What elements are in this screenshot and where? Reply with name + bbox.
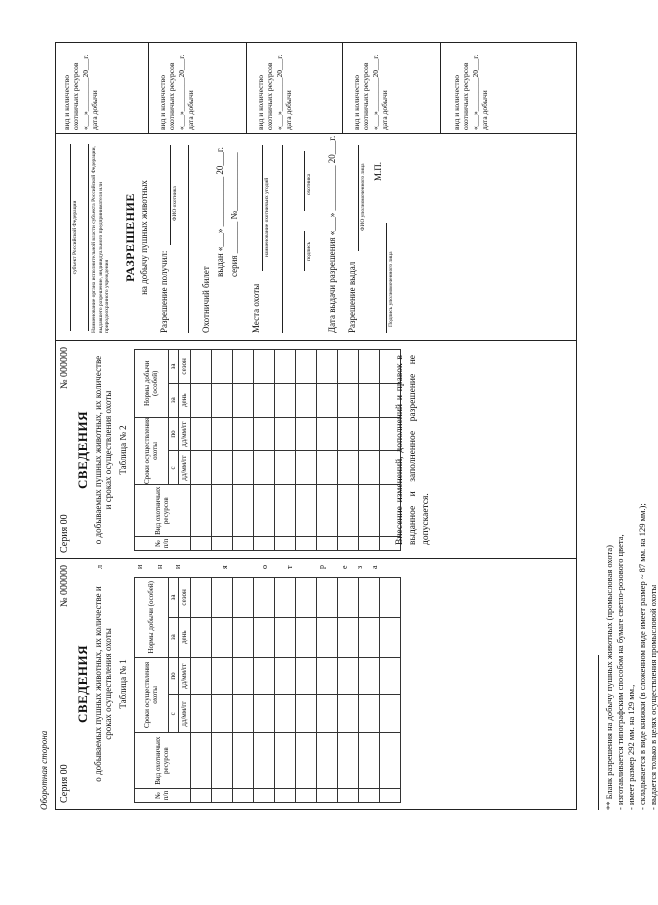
- footnote-line: - выдается только в целях осуществления промысловой охоты: [648, 584, 658, 810]
- table-row: [359, 350, 380, 551]
- table-cell[interactable]: [191, 417, 212, 451]
- table-cell[interactable]: [191, 451, 212, 485]
- t2-h-norms: Нормы добычи (особей): [135, 350, 169, 418]
- table-cell[interactable]: [338, 417, 359, 451]
- table-cell[interactable]: [212, 383, 233, 417]
- t1-title: СВЕДЕНИЯ: [75, 645, 90, 723]
- table-cell[interactable]: [275, 451, 296, 485]
- table-cell[interactable]: [212, 350, 233, 384]
- stub-line: охотничьих ресурсов: [265, 62, 275, 130]
- t1-grid: [134, 577, 401, 803]
- table-cell[interactable]: [275, 578, 296, 618]
- cut-letter: н: [155, 564, 164, 569]
- table-cell[interactable]: [359, 789, 380, 803]
- cut-letter: о: [260, 565, 269, 569]
- table-cell[interactable]: [338, 789, 359, 803]
- table-cell[interactable]: [212, 789, 233, 803]
- t1-h-terms: Сроки осуществления охоты: [135, 657, 169, 733]
- subject-line: [70, 144, 71, 331]
- t1-h-norms: Нормы добычи (особей): [135, 578, 169, 658]
- table-cell[interactable]: [317, 733, 338, 789]
- table-row: [212, 350, 233, 551]
- stub-block: [452, 55, 490, 130]
- table-row: [338, 350, 359, 551]
- authority-line: [88, 144, 89, 331]
- t2-h-per: за: [169, 383, 179, 417]
- table-cell[interactable]: [317, 485, 338, 537]
- panel-table-1: [56, 559, 578, 809]
- table-cell[interactable]: [191, 789, 212, 803]
- table-cell[interactable]: [296, 350, 317, 384]
- stub-line: вид и количество: [62, 75, 71, 130]
- subject-caption: субъект Российской Федерации: [72, 200, 78, 275]
- hunter-caption: охотника: [306, 173, 312, 195]
- table-row: [359, 578, 380, 803]
- table-cell[interactable]: [296, 617, 317, 657]
- table-cell[interactable]: [233, 350, 254, 384]
- table-cell[interactable]: [254, 657, 275, 695]
- table-cell[interactable]: [296, 733, 317, 789]
- stub-divider: [246, 43, 247, 134]
- t1-h-date-from: дд/мм/гг: [179, 695, 191, 733]
- stub-line: охотничьих ресурсов: [167, 62, 177, 130]
- table-cell[interactable]: [191, 537, 212, 551]
- t1-number: № 000000: [59, 565, 70, 608]
- table-cell[interactable]: [212, 485, 233, 537]
- t1-series: Серия 00: [59, 764, 70, 803]
- t2-h-to: по: [169, 417, 179, 451]
- sign-line: [304, 231, 305, 271]
- table-row: [275, 350, 296, 551]
- table-cell[interactable]: [191, 485, 212, 537]
- table-cell[interactable]: [233, 617, 254, 657]
- table-row: [380, 578, 401, 803]
- t1-h-date-to: дд/мм/гг: [179, 657, 191, 695]
- t1-h-from: с: [169, 695, 179, 733]
- table-cell[interactable]: [359, 578, 380, 618]
- stub-line: вид и количество: [158, 75, 167, 130]
- table-cell[interactable]: [191, 657, 212, 695]
- table-cell[interactable]: [317, 537, 338, 551]
- stub-line: вид и количество: [452, 75, 461, 130]
- table-row: [212, 578, 233, 803]
- table-cell[interactable]: [191, 695, 212, 733]
- cut-letter: р: [317, 565, 326, 569]
- place-label: Места охоты: [251, 283, 261, 333]
- t1-subtitle: о добываемых пушных животных, их количестве и сроках осуществления охоты: [93, 586, 114, 782]
- table-cell[interactable]: [296, 383, 317, 417]
- permit-subtitle: на добычу пушных животных: [139, 180, 149, 295]
- table-cell[interactable]: [296, 417, 317, 451]
- ticket-label: Охотничий билет: [201, 266, 211, 333]
- form-frame: [55, 42, 577, 810]
- table-cell[interactable]: [359, 733, 380, 789]
- stub-divider: [440, 43, 441, 134]
- stub-block: [256, 55, 294, 130]
- table-cell[interactable]: [254, 537, 275, 551]
- table-cell[interactable]: [233, 537, 254, 551]
- table-cell[interactable]: [359, 657, 380, 695]
- table-cell[interactable]: [359, 350, 380, 384]
- table-row: [233, 350, 254, 551]
- table-cell[interactable]: [212, 417, 233, 451]
- table-cell[interactable]: [212, 578, 233, 618]
- t2-h-date-from: дд/мм/гг: [179, 451, 191, 485]
- table-cell[interactable]: [233, 657, 254, 695]
- table-cell[interactable]: [191, 733, 212, 789]
- stub-divider: [342, 43, 343, 134]
- table-cell[interactable]: [233, 383, 254, 417]
- table-cell[interactable]: [317, 578, 338, 618]
- received-line-2: [188, 145, 189, 333]
- table-cell[interactable]: [212, 451, 233, 485]
- t1-h-day: день: [179, 617, 191, 657]
- table-cell[interactable]: [275, 657, 296, 695]
- t2-h-num: № п/п: [135, 537, 191, 551]
- table-cell[interactable]: [317, 383, 338, 417]
- table-cell[interactable]: [380, 657, 401, 695]
- table-cell[interactable]: [317, 617, 338, 657]
- table-cell[interactable]: [317, 657, 338, 695]
- stub-block: [62, 55, 100, 130]
- permit-title: РАЗРЕШЕНИЕ: [123, 193, 137, 282]
- t2-h-day: день: [179, 383, 191, 417]
- table-cell[interactable]: [275, 485, 296, 537]
- table-cell[interactable]: [191, 350, 212, 384]
- table-cell[interactable]: [338, 695, 359, 733]
- cut-letter: л: [95, 565, 104, 569]
- cut-letter: и: [135, 564, 144, 569]
- table-cell[interactable]: [338, 617, 359, 657]
- table-cell[interactable]: [296, 537, 317, 551]
- signature-caption: подпись: [306, 241, 312, 261]
- t1-table-label: Таблица № 1: [118, 659, 128, 709]
- changes-note: Внесение изменений, дополнений и правок в выданное и заполненное разрешение не допускается.: [395, 355, 431, 545]
- cut-letter: и: [173, 564, 182, 569]
- table-cell[interactable]: [254, 451, 275, 485]
- t2-subtitle: о добываемых пушных животных, их количестве и сроках осуществления охоты: [93, 355, 114, 545]
- stub-line: дата добычи: [480, 90, 490, 130]
- stub-block: [352, 55, 390, 130]
- t1-h-season: сезон: [179, 578, 191, 618]
- table-row: [317, 350, 338, 551]
- table-cell[interactable]: [254, 733, 275, 789]
- table-row: [296, 578, 317, 803]
- t2-h-from: с: [169, 451, 179, 485]
- grounds-caption: наименование охотничьих угодий: [264, 177, 270, 257]
- table-cell[interactable]: [254, 617, 275, 657]
- table-cell[interactable]: [275, 417, 296, 451]
- table-cell[interactable]: [338, 350, 359, 384]
- table-cell[interactable]: [338, 451, 359, 485]
- table-cell[interactable]: [275, 350, 296, 384]
- table-cell[interactable]: [380, 578, 401, 618]
- table-cell[interactable]: [359, 537, 380, 551]
- table-cell[interactable]: [359, 383, 380, 417]
- table-cell[interactable]: [254, 695, 275, 733]
- table-cell[interactable]: [254, 485, 275, 537]
- table-row: [296, 350, 317, 551]
- t1-h-to: по: [169, 657, 179, 695]
- ticket-series: серия _______ №_____________: [229, 152, 239, 277]
- authority-caption: Наименование органа исполнительной власти субъекта Российской Федерации, выдавшего разрешение, индивидуального предпринимателя или природоохранного учреждения: [91, 146, 111, 333]
- table-cell[interactable]: [359, 695, 380, 733]
- panel-permit: [56, 134, 578, 341]
- issued-by-line: [358, 145, 359, 251]
- stub-line: дата добычи: [90, 90, 100, 130]
- stub-line: дата добычи: [284, 90, 294, 130]
- stub-divider: [148, 43, 149, 134]
- issue-date: Дата выдачи разрешения «___» __________ 20___г.: [327, 135, 337, 333]
- stub-line: охотничьих ресурсов: [461, 62, 471, 130]
- table-row: [254, 350, 275, 551]
- t2-h-terms: Сроки осуществления охоты: [135, 417, 169, 485]
- table-cell[interactable]: [338, 537, 359, 551]
- table-cell[interactable]: [296, 485, 317, 537]
- cut-letter: т: [285, 565, 294, 569]
- table-row: [233, 578, 254, 803]
- t1-h-per: за: [169, 617, 179, 657]
- table-cell[interactable]: [296, 695, 317, 733]
- table-cell[interactable]: [275, 383, 296, 417]
- table-cell[interactable]: [380, 617, 401, 657]
- table-cell[interactable]: [317, 695, 338, 733]
- t1-h-num: № п/п: [135, 789, 191, 803]
- footnote-line: - изготавливается типографским способом на бумаге светло-розового цвета,: [615, 534, 625, 810]
- table-cell[interactable]: [212, 537, 233, 551]
- stub-line: «___»_________20___г.: [370, 54, 380, 130]
- stub-line: «___»_________20___г.: [470, 54, 480, 130]
- table-cell[interactable]: [254, 578, 275, 618]
- stub-line: охотничьих ресурсов: [361, 62, 371, 130]
- table-cell[interactable]: [317, 789, 338, 803]
- table-row: [275, 578, 296, 803]
- table-cell[interactable]: [233, 733, 254, 789]
- table-cell[interactable]: [254, 789, 275, 803]
- stub-line: «___»_________20___г.: [80, 54, 90, 130]
- table-cell[interactable]: [359, 485, 380, 537]
- received-line: [170, 145, 171, 245]
- table-cell[interactable]: [254, 417, 275, 451]
- table-cell[interactable]: [254, 350, 275, 384]
- table-cell[interactable]: [296, 789, 317, 803]
- panel-table-2: [56, 341, 578, 559]
- table-row: [191, 578, 212, 803]
- table-cell[interactable]: [275, 695, 296, 733]
- table-cell[interactable]: [296, 451, 317, 485]
- table-cell[interactable]: [191, 578, 212, 618]
- table-cell[interactable]: [359, 451, 380, 485]
- ticket-issued: выдан «___» ___________ 20___г.: [215, 147, 225, 277]
- table-cell[interactable]: [338, 657, 359, 695]
- table-cell[interactable]: [233, 451, 254, 485]
- cut-letter: я: [220, 565, 229, 569]
- table-row: [191, 350, 212, 551]
- table-cell[interactable]: [317, 417, 338, 451]
- table-cell[interactable]: [317, 350, 338, 384]
- sign-authorized-caption: Подпись уполномоченного лица: [388, 251, 394, 327]
- table-cell[interactable]: [212, 617, 233, 657]
- table-cell[interactable]: [296, 657, 317, 695]
- received-label: Разрешение получил:: [159, 250, 169, 333]
- stub-line: дата добычи: [380, 90, 390, 130]
- reverse-side-label: Оборотная сторона: [39, 730, 49, 810]
- stub-line: «___»_________20___г.: [176, 54, 186, 130]
- stub-line: дата добычи: [186, 90, 196, 130]
- table-cell[interactable]: [233, 695, 254, 733]
- stamp-mark: М.П.: [373, 161, 383, 181]
- table-cell[interactable]: [233, 789, 254, 803]
- table-cell[interactable]: [191, 383, 212, 417]
- table-cell[interactable]: [380, 733, 401, 789]
- table-cell[interactable]: [359, 617, 380, 657]
- table-cell[interactable]: [359, 417, 380, 451]
- sign-authorized-line: [386, 223, 387, 333]
- t1-h-per2: за: [169, 578, 179, 618]
- table-row: [317, 578, 338, 803]
- footnote-line: ** Бланк разрешения на добычу пушных животных (промысловая охота): [604, 545, 614, 810]
- cut-letter: а: [370, 565, 379, 569]
- t1-h-species: Вид охотничьих ресурсов: [135, 733, 191, 789]
- table-row: [254, 578, 275, 803]
- t2-series: Серия 00: [59, 514, 70, 553]
- table-cell[interactable]: [212, 657, 233, 695]
- table-cell[interactable]: [338, 578, 359, 618]
- t2-table-label: Таблица № 2: [118, 425, 128, 475]
- t2-grid: [134, 349, 401, 551]
- stub-line: вид и количество: [352, 75, 361, 130]
- footnote-rule: [598, 655, 599, 810]
- place-line: [262, 145, 263, 271]
- table-cell[interactable]: [212, 695, 233, 733]
- t1-body: [191, 578, 401, 803]
- table-cell[interactable]: [212, 733, 233, 789]
- cut-letter: е: [340, 565, 349, 569]
- stub-line: «___»_________20___г.: [274, 54, 284, 130]
- footnote-line: - имеет размер 292 мм. на 129 мм.,: [626, 684, 636, 810]
- fio-hunter-caption: ФИО охотника: [172, 186, 178, 221]
- table-cell[interactable]: [233, 578, 254, 618]
- table-row: [338, 578, 359, 803]
- issued-by-label: Разрешение выдал: [347, 261, 357, 333]
- t2-body: [191, 350, 401, 551]
- table-cell[interactable]: [338, 733, 359, 789]
- cut-letter: з: [355, 565, 364, 569]
- table-cell[interactable]: [296, 578, 317, 618]
- table-cell[interactable]: [338, 485, 359, 537]
- place-line-2: [282, 145, 283, 333]
- stub-line: вид и количество: [256, 75, 265, 130]
- fio-authorized-caption: ФИО уполномоченного лица: [360, 163, 366, 231]
- table-cell[interactable]: [233, 417, 254, 451]
- table-cell[interactable]: [380, 695, 401, 733]
- table-cell[interactable]: [233, 485, 254, 537]
- stub-block: [158, 55, 196, 130]
- table-cell[interactable]: [254, 383, 275, 417]
- t2-number: № 000000: [59, 347, 70, 390]
- stub-line: охотничьих ресурсов: [71, 62, 81, 130]
- t2-title: СВЕДЕНИЯ: [75, 411, 90, 489]
- table-cell[interactable]: [275, 733, 296, 789]
- footnote-line: - складывается в виде книжки (в сложенном виде имеет размер ~ 87 мм. на 129 мм.);: [637, 503, 647, 810]
- table-cell[interactable]: [275, 617, 296, 657]
- t2-h-per2: за: [169, 350, 179, 384]
- t2-h-species: Вид охотничьих ресурсов: [135, 485, 191, 537]
- table-cell[interactable]: [191, 617, 212, 657]
- t2-h-season: сезон: [179, 350, 191, 384]
- hunter-line: [304, 151, 305, 211]
- table-cell[interactable]: [338, 383, 359, 417]
- table-cell[interactable]: [317, 451, 338, 485]
- table-cell[interactable]: [275, 789, 296, 803]
- table-cell[interactable]: [380, 789, 401, 803]
- panel-stub: [56, 43, 578, 134]
- t2-h-date-to: дд/мм/гг: [179, 417, 191, 451]
- table-cell[interactable]: [275, 537, 296, 551]
